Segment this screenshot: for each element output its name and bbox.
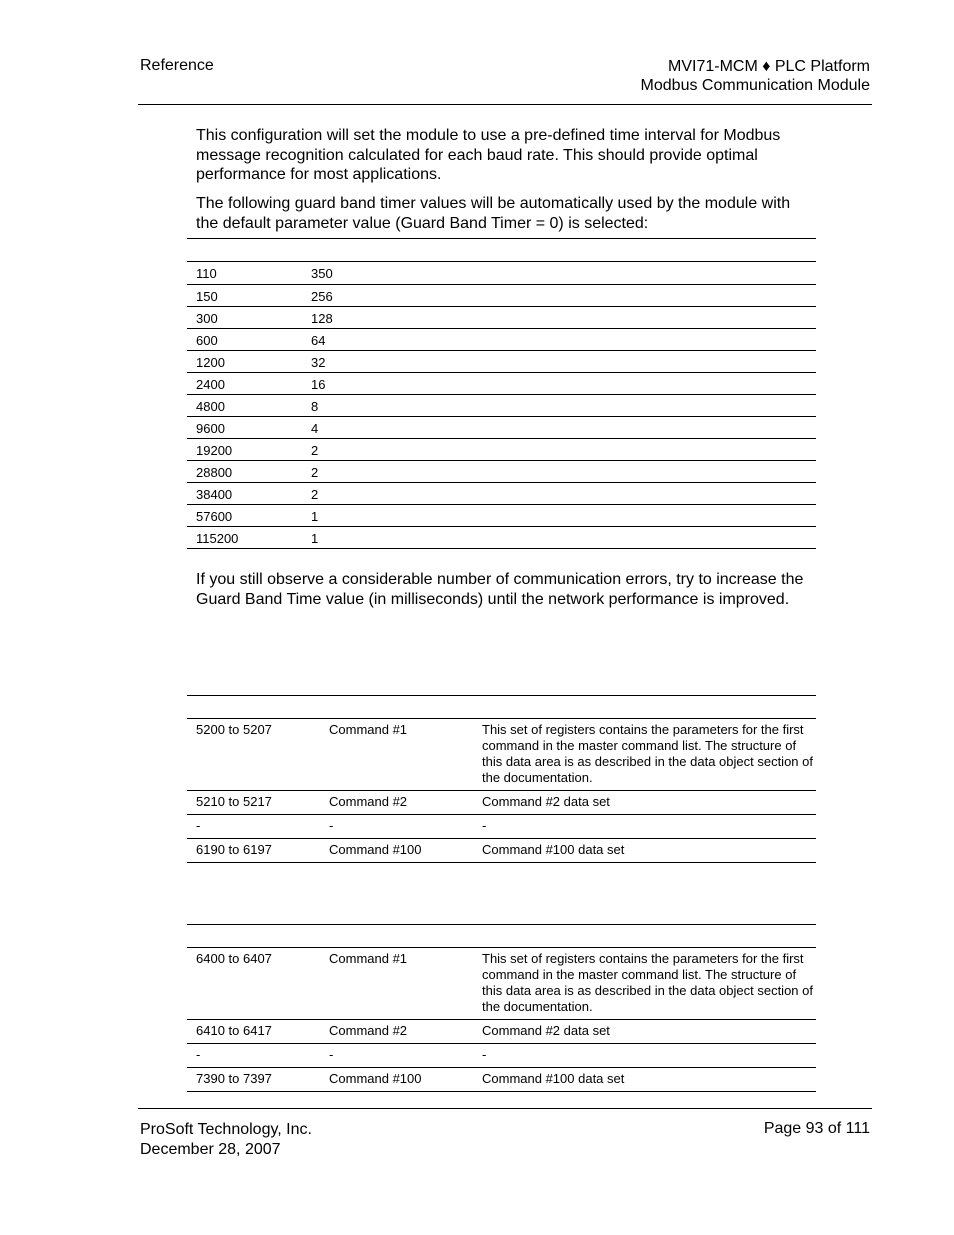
- table-cell: 300: [187, 306, 302, 328]
- table-cell: Command #1: [320, 948, 473, 1020]
- table-cell: This set of registers contains the parameters for the first command in the master command list. The structure of this data area is as described in the data object section of the documentation.: [473, 719, 816, 791]
- table-row: [187, 948, 816, 1020]
- table-row: [187, 372, 816, 394]
- header-section-title: Reference: [140, 57, 214, 74]
- table-cell: -: [187, 815, 320, 839]
- table-cell: 115200: [187, 526, 302, 548]
- table-cell: 128: [302, 306, 816, 328]
- table-row: [187, 284, 816, 306]
- table-row: [187, 438, 816, 460]
- intro-paragraph-2: The following guard band timer values will be automatically used by the module with the default parameter value (Guard Band Timer = 0) is selected:: [196, 195, 791, 232]
- table-cell: 5200 to 5207: [187, 719, 320, 791]
- table-row: [187, 839, 816, 863]
- footer-left: [140, 1120, 312, 1159]
- table-cell: 16: [302, 372, 816, 394]
- table-row: [187, 262, 816, 284]
- table-cell: 4800: [187, 394, 302, 416]
- table-cell: Command #100: [320, 1068, 473, 1092]
- table-row: [187, 394, 816, 416]
- footer-divider: [138, 1108, 872, 1109]
- table-row: [187, 306, 816, 328]
- table-row: [187, 416, 816, 438]
- table-cell: 6190 to 6197: [187, 839, 320, 863]
- table-cell: 9600: [187, 416, 302, 438]
- table-cell: Command #100 data set: [473, 1068, 816, 1092]
- table-cell: 28800: [187, 460, 302, 482]
- table-cell: Command #2 data set: [473, 1020, 816, 1044]
- table-cell: 64: [302, 328, 816, 350]
- table-cell: Command #1: [320, 719, 473, 791]
- table-cell: Command #100 data set: [473, 839, 816, 863]
- table-cell: 5210 to 5217: [187, 791, 320, 815]
- header-divider: [138, 104, 872, 105]
- table-cell: -: [187, 1044, 320, 1068]
- table-cell: 19200: [187, 438, 302, 460]
- table-row: [187, 815, 816, 839]
- table-cell: 110: [187, 262, 302, 284]
- table-cell: 2: [302, 482, 816, 504]
- table-row: [187, 526, 816, 548]
- header-product: [641, 57, 870, 95]
- table-cell: Command #2 data set: [473, 791, 816, 815]
- table-cell: 350: [302, 262, 816, 284]
- table-cell: -: [473, 815, 816, 839]
- footer-date: December 28, 2007: [140, 1140, 281, 1158]
- cmd-table-2-top-rule: [187, 924, 816, 925]
- table-cell: 8: [302, 394, 816, 416]
- table-cell: Command #100: [320, 839, 473, 863]
- table-row: [187, 719, 816, 791]
- cmd-table-1-top-rule: [187, 695, 816, 696]
- table-row: [187, 328, 816, 350]
- table-cell: 6410 to 6417: [187, 1020, 320, 1044]
- table-cell: 1200: [187, 350, 302, 372]
- table-cell: 2: [302, 438, 816, 460]
- table-cell: 6400 to 6407: [187, 948, 320, 1020]
- table-cell: 2400: [187, 372, 302, 394]
- table-row: [187, 504, 816, 526]
- table-cell: -: [473, 1044, 816, 1068]
- table-row: [187, 1068, 816, 1092]
- table-row: [187, 460, 816, 482]
- table-cell: 256: [302, 284, 816, 306]
- table-cell: 4: [302, 416, 816, 438]
- table-cell: 7390 to 7397: [187, 1068, 320, 1092]
- after-table-paragraph: If you still observe a considerable number of communication errors, try to increase the Guard Band Time value (in milliseconds) until the network performance is improved.: [196, 571, 804, 608]
- table-cell: 32: [302, 350, 816, 372]
- table-cell: 600: [187, 328, 302, 350]
- intro-paragraph-1: This configuration will set the module to use a pre-defined time interval for Modbus message recognition calculated for each baud rate. This should provide optimal performance for most applications.: [196, 127, 781, 183]
- baud-table-top-rule: [187, 238, 816, 239]
- baud-rate-table: [187, 262, 816, 549]
- table-cell: Command #2: [320, 1020, 473, 1044]
- table-cell: -: [320, 1044, 473, 1068]
- table-cell: 57600: [187, 504, 302, 526]
- table-row: [187, 1044, 816, 1068]
- table-cell: 150: [187, 284, 302, 306]
- table-row: [187, 350, 816, 372]
- table-cell: 1: [302, 526, 816, 548]
- command-register-table-1: [187, 719, 816, 863]
- table-cell: 2: [302, 460, 816, 482]
- table-row: [187, 482, 816, 504]
- header-product-line1: MVI71-MCM ♦ PLC Platform: [668, 58, 870, 75]
- table-cell: -: [320, 815, 473, 839]
- table-row: [187, 1020, 816, 1044]
- command-register-table-2: [187, 948, 816, 1092]
- footer-page-number: Page 93 of 111: [763, 1120, 870, 1137]
- header-product-line2: Modbus Communication Module: [640, 77, 870, 94]
- footer-company: ProSoft Technology, Inc.: [140, 1121, 312, 1138]
- table-cell: Command #2: [320, 791, 473, 815]
- table-row: [187, 791, 816, 815]
- table-cell: 38400: [187, 482, 302, 504]
- table-cell: 1: [302, 504, 816, 526]
- table-cell: This set of registers contains the parameters for the first command in the master command list. The structure of this data area is as described in the data object section of the documentation.: [473, 948, 816, 1020]
